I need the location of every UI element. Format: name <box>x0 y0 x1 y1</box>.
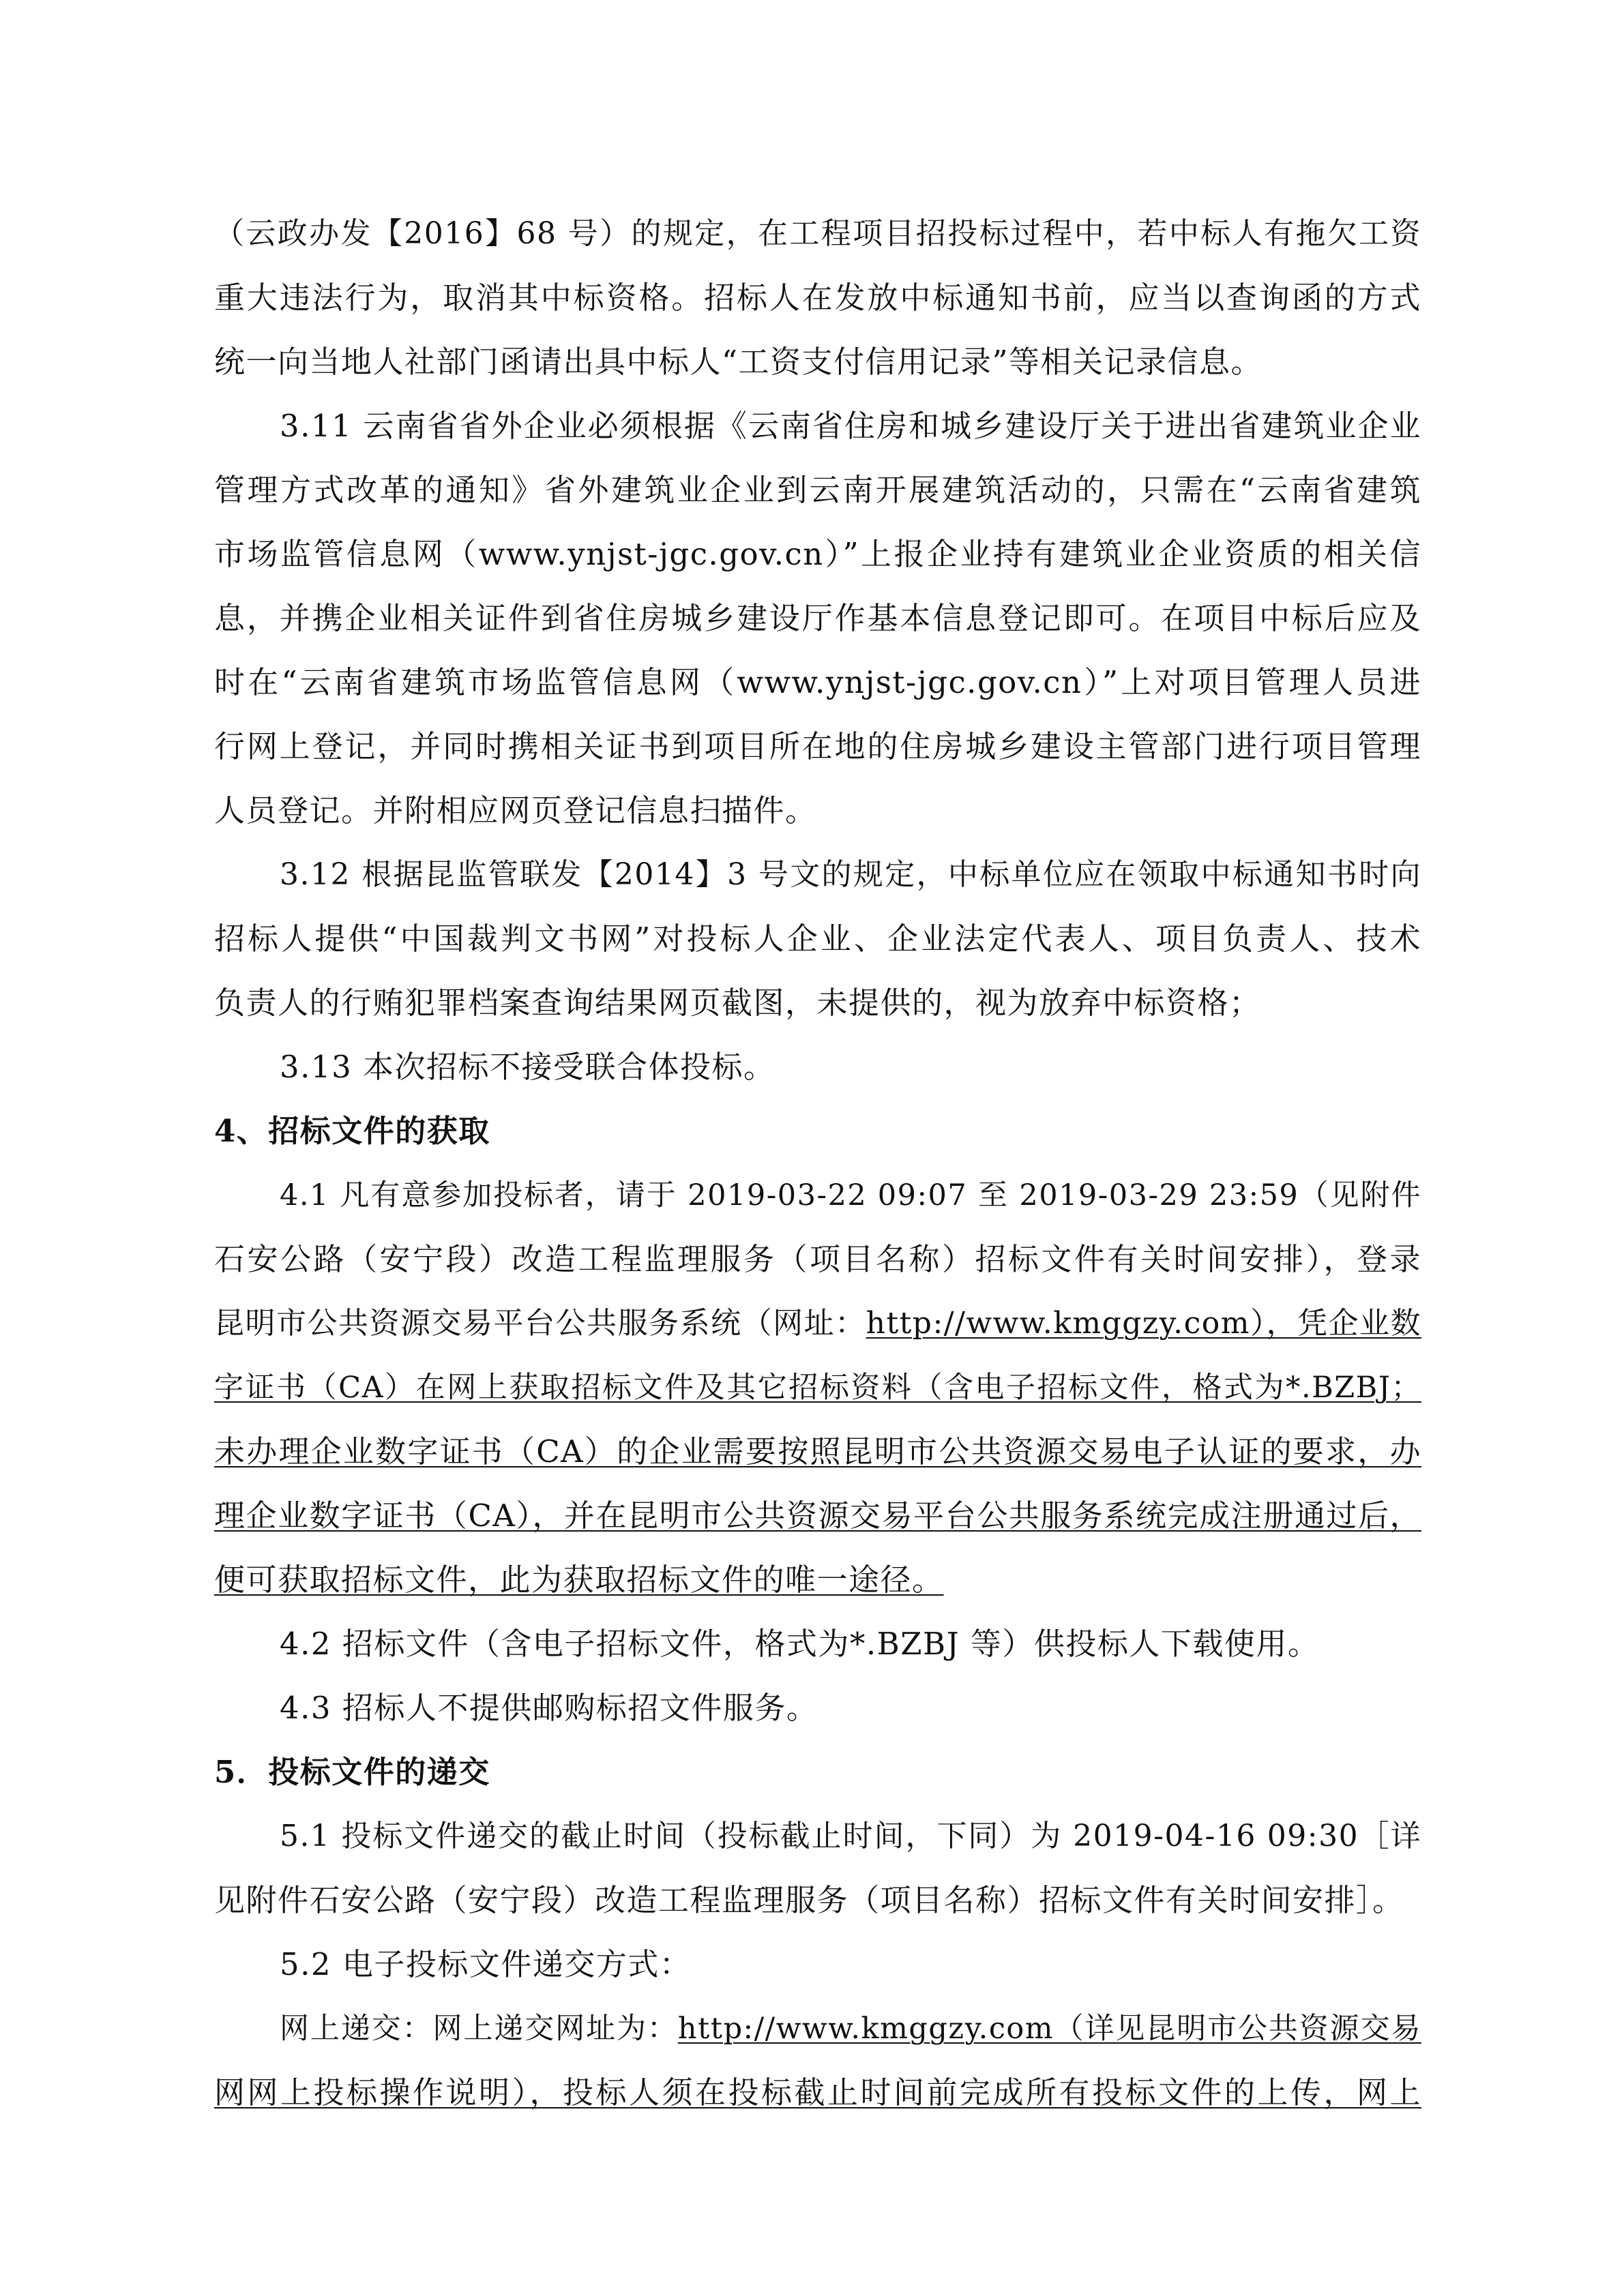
website-link[interactable]: http://www.kmggzy.com），凭企业数 <box>866 1306 1421 1341</box>
paragraph-line: 见附件石安公路（安宁段）改造工程监理服务（项目名称）招标文件有关时间安排］。 <box>214 1882 1404 1918</box>
paragraph-line: （云政办发【2016】68 号）的规定，在工程项目招投标过程中，若中标人有拖欠工资 <box>214 216 1421 251</box>
paragraph-line: 管理方式改革的通知》省外建筑业企业到云南开展建筑活动的，只需在“云南省建筑 <box>214 472 1421 508</box>
paragraph-text: 昆明市公共资源交易平台公共服务系统（网址： <box>214 1306 866 1341</box>
underlined-line: 未办理企业数字证书（CA）的企业需要按照昆明市公共资源交易电子认证的要求，办 <box>214 1433 1421 1470</box>
paragraph-line: 人员登记。并附相应网页登记信息扫描件。 <box>214 792 817 829</box>
paragraph-text: 网上递交：网上递交网址为： <box>280 2012 678 2046</box>
underlined-line: 网网上投标操作说明），投标人须在投标截止时间前完成所有投标文件的上传，网上 <box>214 2074 1421 2111</box>
underlined-line: 理企业数字证书（CA），并在昆明市公共资源交易平台公共服务系统完成注册通过后， <box>214 1497 1421 1534</box>
paragraph-line <box>214 1292 1421 1356</box>
website-link[interactable]: http://www.kmggzy.com（详见昆明市公共资源交易 <box>677 2012 1421 2046</box>
paragraph-line: 息，并携企业相关证件到省住房城乡建设厅作基本信息登记即可。在项目中标后应及 <box>214 600 1421 636</box>
paragraph-line <box>280 1997 1421 2061</box>
section-heading: 5．投标文件的递交 <box>214 1754 490 1790</box>
underlined-line: 字证书（CA）在网上获取招标文件及其它招标资料（含电子招标文件，格式为*.BZBJ； <box>214 1371 1421 1405</box>
paragraph-line: 3.12 根据昆监管联发【2014】3 号文的规定，中标单位应在领取中标通知书时向 <box>280 857 1421 892</box>
section-heading: 4、招标文件的获取 <box>214 1113 490 1149</box>
paragraph-line: 行网上登记，并同时携相关证书到项目所在地的住房城乡建设主管部门进行项目管理 <box>214 728 1421 764</box>
paragraph-line: 统一向当地人社部门函请出具中标人“工资支付信用记录”等相关记录信息。 <box>214 344 1263 380</box>
paragraph-line: 重大违法行为，取消其中标资格。招标人在发放中标通知书前，应当以查询函的方式 <box>214 280 1421 316</box>
document-page <box>214 0 1421 2296</box>
paragraph-line: 4.1 凡有意参加投标者，请于 2019-03-22 09:07 至 2019-03-29 23:59（见附件 <box>280 1178 1421 1212</box>
paragraph-line: 招标人提供“中国裁判文书网”对投标人企业、企业法定代表人、项目负责人、技术 <box>214 921 1421 957</box>
paragraph-line: 时在“云南省建筑市场监管信息网（www.ynjst-jgc.gov.cn）”上对项目管理人员进 <box>214 664 1421 700</box>
paragraph-line: 3.11 云南省省外企业必须根据《云南省住房和城乡建设厅关于进出省建筑业企业 <box>280 408 1421 444</box>
paragraph-line: 4.3 招标人不提供邮购标招文件服务。 <box>280 1690 818 1726</box>
paragraph-line: 石安公路（安宁段）改造工程监理服务（项目名称）招标文件有关时间安排），登录 <box>214 1241 1421 1277</box>
paragraph-line: 5.2 电子投标文件递交方式： <box>280 1946 692 1982</box>
paragraph-line: 4.2 招标文件（含电子招标文件，格式为*.BZBJ 等）供投标人下载使用。 <box>280 1626 1320 1662</box>
paragraph-line: 5.1 投标文件递交的截止时间（投标截止时间，下同）为 2019-04-16 09:30［详 <box>280 1819 1421 1853</box>
underlined-line: 便可获取招标文件，此为获取招标文件的唯一途径。 <box>214 1562 944 1598</box>
paragraph-line: 市场监管信息网（www.ynjst-jgc.gov.cn）”上报企业持有建筑业企业资质的相关信 <box>214 536 1421 572</box>
paragraph-line: 负责人的行贿犯罪档案查询结果网页截图，未提供的，视为放弃中标资格； <box>214 985 1261 1021</box>
paragraph-line: 3.13 本次招标不接受联合体投标。 <box>280 1049 776 1085</box>
